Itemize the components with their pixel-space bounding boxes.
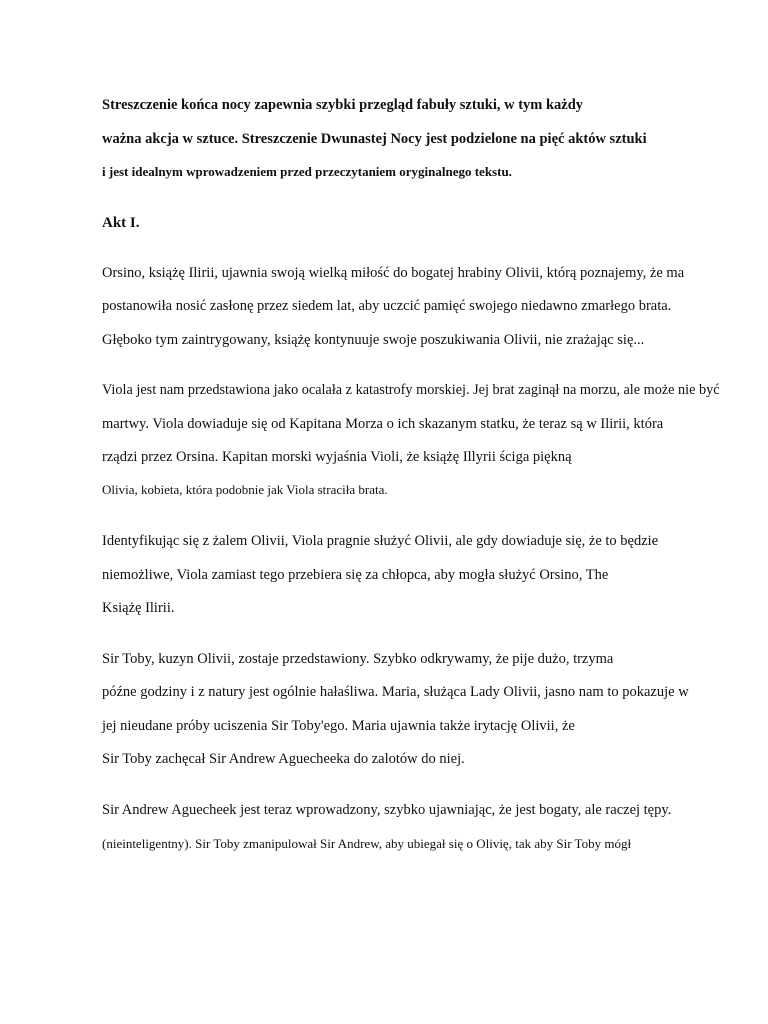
paragraph-2-line-4: Olivia, kobieta, która podobnie jak Viola straciła brata. bbox=[102, 482, 388, 497]
paragraph-4-line-4: Sir Toby zachęcał Sir Andrew Aguecheeka do zalotów do niej. bbox=[102, 751, 465, 767]
paragraph-3-line-3: Książę Ilirii. bbox=[102, 600, 175, 616]
paragraph-4-line-3: jej nieudane próby uciszenia Sir Toby'ego. Maria ujawnia także irytację Olivii, że bbox=[102, 718, 575, 734]
paragraph-1-line-1: Orsino, książę Ilirii, ujawnia swoją wielką miłość do bogatej hrabiny Olivii, którą poznajemy, że ma bbox=[102, 265, 685, 281]
paragraph-1-line-2: postanowiła nosić zasłonę przez siedem lat, aby uczcić pamięć swojego niedawno zmarłego brata. bbox=[102, 298, 672, 314]
paragraph-2-line-2: martwy. Viola dowiaduje się od Kapitana Morza o ich skazanym statku, że teraz są w Ilirii, która bbox=[102, 416, 664, 432]
intro-line-2: ważna akcja w sztuce. Streszczenie Dwunastej Nocy jest podzielone na pięć aktów sztuki bbox=[102, 131, 647, 147]
intro-line-3: i jest idealnym wprowadzeniem przed przeczytaniem oryginalnego tekstu. bbox=[102, 164, 512, 179]
paragraph-2-line-1: Viola jest nam przedstawiona jako ocalała z katastrofy morskiej. Jej brat zaginął na morzu, ale może nie być bbox=[102, 382, 720, 398]
paragraph-3-line-2: niemożliwe, Viola zamiast tego przebiera się za chłopca, aby mogła służyć Orsino, The bbox=[102, 567, 609, 583]
paragraph-3-line-1: Identyfikując się z żalem Olivii, Viola pragnie służyć Olivii, ale gdy dowiaduje się, że to będzie bbox=[102, 533, 659, 549]
paragraph-4-line-2: późne godziny i z natury jest ogólnie hałaśliwa. Maria, służąca Lady Olivii, jasno nam to pokazuje w bbox=[102, 684, 689, 700]
paragraph-4-line-1: Sir Toby, kuzyn Olivii, zostaje przedstawiony. Szybko odkrywamy, że pije dużo, trzyma bbox=[102, 651, 614, 667]
act-heading: Akt I. bbox=[102, 215, 140, 231]
paragraph-5-line-1: Sir Andrew Aguecheek jest teraz wprowadzony, szybko ujawniając, że jest bogaty, ale raczej tępy. bbox=[102, 802, 672, 818]
paragraph-1-line-3: Głęboko tym zaintrygowany, książę kontynuuje swoje poszukiwania Olivii, nie zrażając się... bbox=[102, 332, 645, 348]
paragraph-2-line-3: rządzi przez Orsina. Kapitan morski wyjaśnia Violi, że książę Illyrii ściga piękną bbox=[102, 449, 572, 465]
intro-line-1: Streszczenie końca nocy zapewnia szybki przegląd fabuły sztuki, w tym każdy bbox=[102, 97, 584, 113]
paragraph-5-line-2: (nieinteligentny). Sir Toby zmanipulował Sir Andrew, aby ubiegał się o Olivię, tak aby Sir Toby mógł bbox=[102, 836, 632, 851]
